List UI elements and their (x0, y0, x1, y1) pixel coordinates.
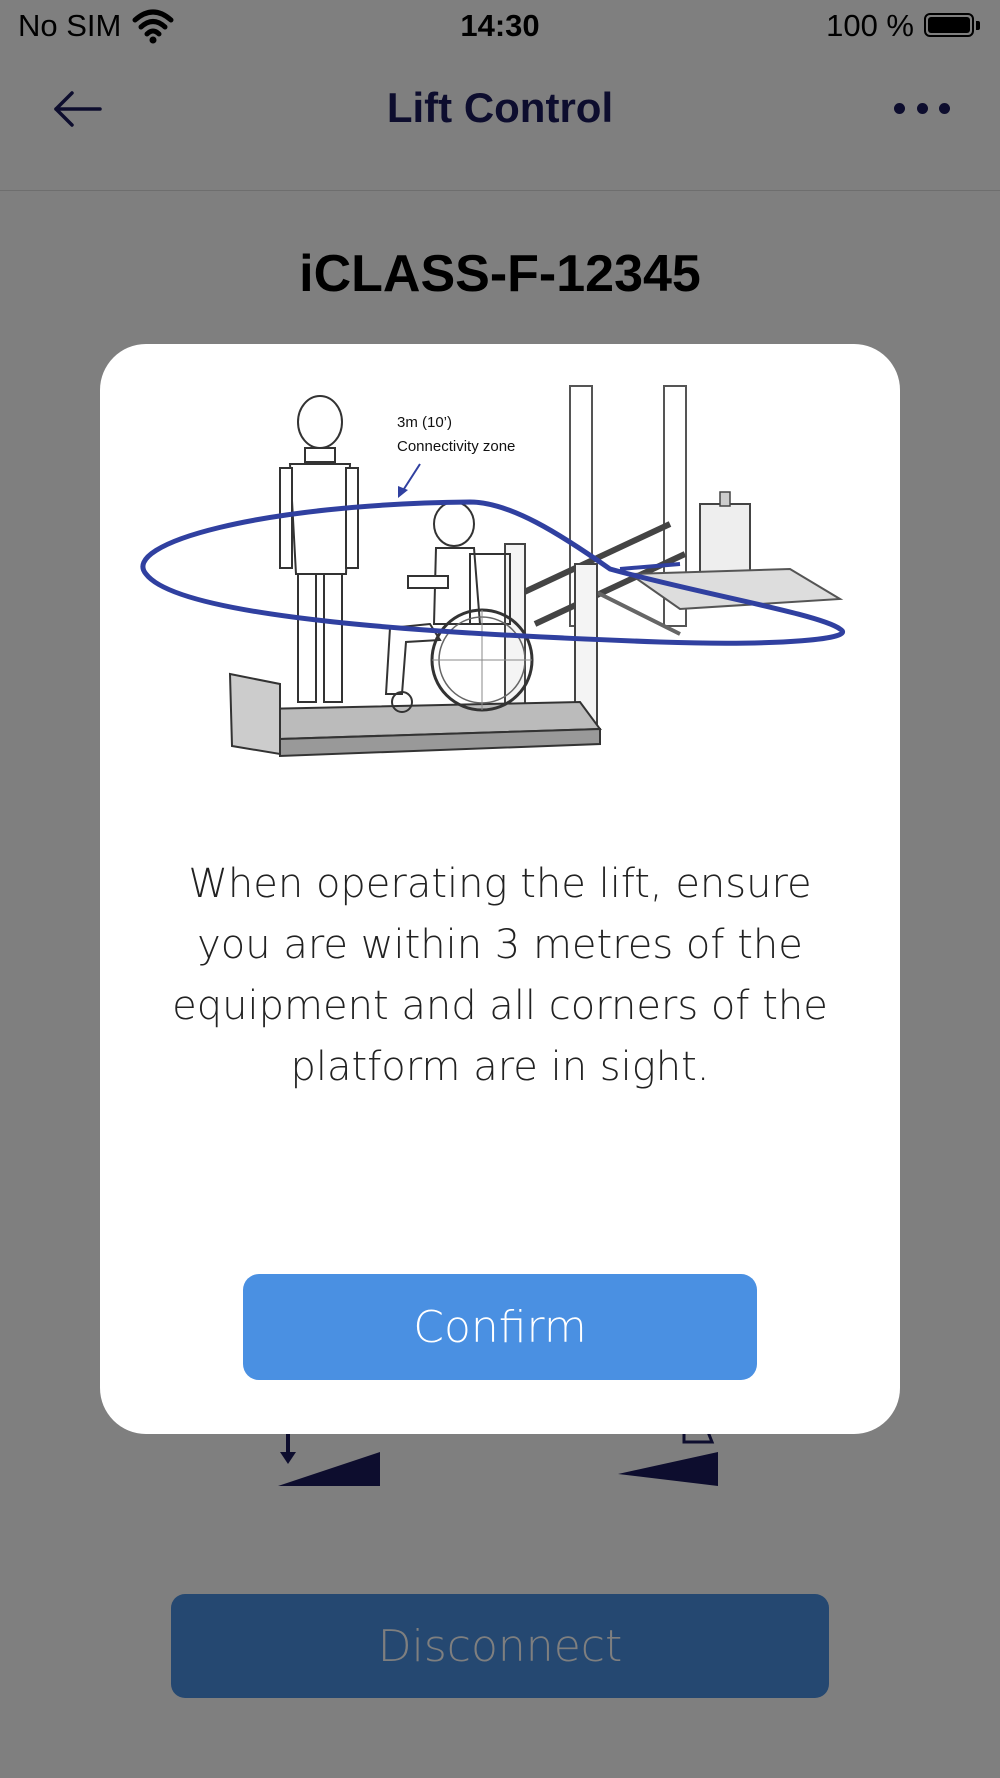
zone-distance-label: 3m (10’) (397, 414, 453, 431)
confirm-button[interactable]: Confirm (243, 1274, 757, 1380)
zone-caption-label: Connectivity zone (397, 438, 516, 455)
modal-message: When operating the lift, ensure you are within 3 metres of the equipment and all corners of the platform are in sight. (172, 861, 828, 1090)
proximity-warning-modal (100, 344, 900, 1434)
